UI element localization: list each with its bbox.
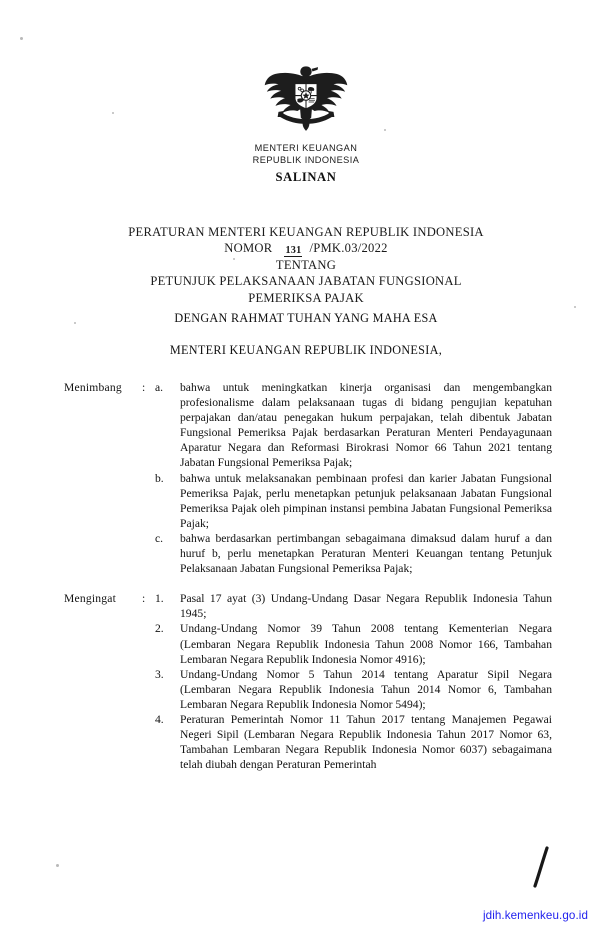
emblem-container [0,60,612,138]
considering-mark-b: b. [155,471,164,485]
recalling-colon: : [142,592,146,606]
title-tentang: TENTANG [275,257,337,272]
considering-text-b: bahwa untuk melaksanakan pembinaan profesi dan karier Jabatan Fungsional Pemeriksa Pajak, perlu menetapkan petunjuk pelaksanaan Jabatan Fungsional Pemeriksa Pajak oleh pimpinan instansi pembina Jabatan Fungsional Pemeriksa Pajak; [180,471,552,530]
handwritten-initial-mark [529,846,555,888]
recalling-mark-4: 4. [155,712,164,726]
scan-speckle [20,37,23,40]
title-subject-line-1: PETUNJUK PELAKSANAAN JABATAN FUNGSIONAL [150,274,462,289]
clauses-container [64,380,552,772]
recalling-item-1 [64,591,552,621]
title-subject-line-2: PEMERIKSA PAJAK [248,290,364,305]
recalling-text-3: Undang-Undang Nomor 5 Tahun 2014 tentang Aparatur Sipil Negara (Lembaran Negara Republik Indonesia Tahun 2014 Nomor 6, Tambahan Lembaran Negara Republik Indonesia Nomor 5494); [180,667,552,711]
ministry-line-1: MENTERI KEUANGAN [254,143,358,153]
regulation-number-line [0,240,612,256]
considering-text-a: bahwa untuk meningkatkan kinerja organisasi dan mengembangkan profesionalisme dalam pelaksanaan tugas di bidang pengujian kepatuhan perpajakan dan/atau penegakan hukum perpajakan, telah dibentuk Jabatan Fungsional Pemeriksa Pajak berdasarkan Peraturan Menteri Pendayagunaan Aparatur Negara dan Reformasi Birokrasi Nomor 66 Tahun 2021 tentang Jabatan Fungsional Pemeriksa Pajak; [180,381,552,470]
considering-colon: : [142,381,146,394]
recalling-mark-1: 1. [155,592,164,606]
considering-mark-c: c. [155,531,164,545]
recalling-item-3 [64,667,552,712]
title-line-1: PERATURAN MENTERI KEUANGAN REPUBLIK INDONESIA [128,225,484,239]
scan-speckle [574,306,576,308]
scan-speckle [56,864,59,867]
nomor-suffix: /PMK.03/2022 [309,241,388,256]
recalling-mark-2: 2. [155,622,164,636]
recalling-item-2 [64,621,552,666]
recalling-text-2: Undang-Undang Nomor 39 Tahun 2008 tentang Kementerian Negara (Lembaran Negara Republik Indonesia Tahun 2008 Nomor 166, Tambahan Lembaran Negara Republik Indonesia Nomor 4916); [180,622,552,666]
considering-item-b [64,471,552,531]
regulation-title-block [0,224,612,306]
considering-mark-a: a. [155,381,164,394]
recalling-label: Mengingat [64,592,117,606]
ministry-heading [0,143,612,166]
recalling-item-4 [64,712,552,772]
recalling-text-1: Pasal 17 ayat (3) Undang-Undang Dasar Negara Republik Indonesia Tahun 1945; [180,592,552,621]
garuda-pancasila-emblem [263,60,349,138]
nomor-label: NOMOR [224,241,273,256]
ministry-line-2: REPUBLIK INDONESIA [252,154,360,165]
recalling-mark-3: 3. [155,667,164,681]
decree-preamble [0,311,612,358]
considering-item-a [64,380,552,471]
section-considering [64,380,552,576]
decree-blessing: DENGAN RAHMAT TUHAN YANG MAHA ESA [174,311,438,325]
nomor-value: 131 [285,245,302,257]
considering-label: Menimbang [64,381,122,394]
footer-source-url: jdih.kemenkeu.go.id [482,909,588,922]
considering-text-c: bahwa berdasarkan pertimbangan sebagaimana dimaksud dalam huruf a dan huruf b, perlu menetapkan Peraturan Menteri Keuangan tentang Petunjuk Pelaksanaan Jabatan Fungsional Pemeriksa Pajak; [180,531,552,576]
considering-item-c [64,531,552,576]
decree-authority: MENTERI KEUANGAN REPUBLIK INDONESIA, [169,343,443,357]
section-recalling [64,591,552,772]
recalling-text-4: Peraturan Pemerintah Nomor 11 Tahun 2017 tentang Manajemen Pegawai Negeri Sipil (Lembaran Negara Republik Indonesia Tahun 2017 Nomor 63, Tambahan Lembaran Negara Republik Indonesia Nomor 6037) sebagaimana telah diubah dengan Peraturan Pemerintah [180,712,552,772]
copy-mark-salinan: SALINAN [275,170,337,184]
